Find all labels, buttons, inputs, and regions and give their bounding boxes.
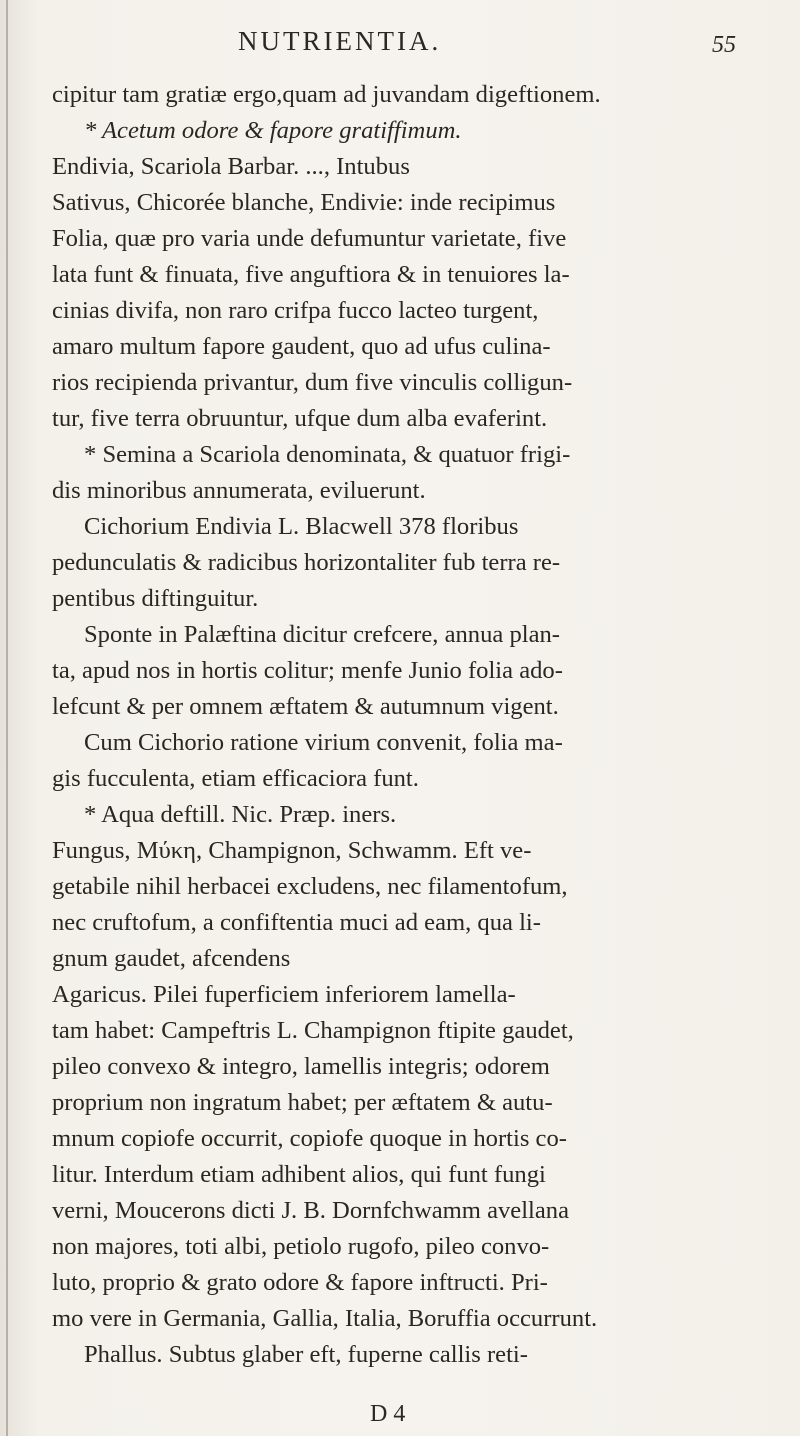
text-line: Phallus. Subtus glaber eft, fuperne callis reti-	[84, 1341, 528, 1368]
text-line: * Semina a Scariola denominata, & quatuor frigi-	[84, 441, 571, 468]
text-line: getabile nihil herbacei excludens, nec filamentofum,	[52, 873, 568, 900]
text-line: tur, five terra obruuntur, ufque dum alba evaferint.	[52, 405, 548, 432]
text-line: pentibus diftinguitur.	[52, 585, 259, 612]
text-line: luto, proprio & grato odore & fapore inftructi. Pri-	[52, 1269, 548, 1296]
text-line: non majores, toti albi, petiolo rugofo, pileo convo-	[52, 1233, 550, 1260]
text-line: Cichorium Endivia L. Blacwell 378 floribus	[84, 513, 519, 540]
text-line: dis minoribus annumerata, eviluerunt.	[52, 477, 426, 504]
text-line: Folia, quæ pro varia unde defumuntur varietate, five	[52, 225, 567, 252]
signature-mark: D 4	[370, 1401, 406, 1427]
text-line: lata funt & finuata, five anguftiora & in tenuiores la-	[52, 261, 570, 288]
text-line: mo vere in Germania, Gallia, Italia, Boruffia occurrunt.	[52, 1305, 598, 1332]
text-line: Sativus, Chicorée blanche, Endivie: inde recipimus	[52, 189, 556, 216]
text-line: gnum gaudet, afcendens	[52, 945, 291, 972]
text-line: ta, apud nos in hortis colitur; menfe Junio folia ado-	[52, 657, 563, 684]
page-edge-line	[6, 0, 8, 1436]
page-number: 55	[712, 32, 736, 58]
text-line: mnum copiofe occurrit, copiofe quoque in hortis co-	[52, 1125, 567, 1152]
text-line: Sponte in Palæftina dicitur crefcere, annua plan-	[84, 621, 560, 648]
text-line: Fungus, Μύκη, Champignon, Schwamm. Eft ve-	[52, 837, 532, 864]
text-line: amaro multum fapore gaudent, quo ad ufus culina-	[52, 333, 551, 360]
text-line: litur. Interdum etiam adhibent alios, qui funt fungi	[52, 1161, 546, 1188]
text-line: * Aqua deftill. Nic. Præp. iners.	[84, 801, 397, 828]
page-header	[0, 26, 800, 66]
text-line: * Acetum odore & fapore gratiffimum.	[84, 117, 462, 144]
text-line: gis fucculenta, etiam efficaciora funt.	[52, 765, 419, 792]
text-line: Endivia, Scariola Barbar. ..., Intubus	[52, 153, 410, 180]
text-line: nec cruftofum, a confiftentia muci ad eam, qua li-	[52, 909, 541, 936]
text-line: cinias divifa, non raro crifpa fucco lacteo turgent,	[52, 297, 539, 324]
text-line: lefcunt & per omnem æftatem & autumnum vigent.	[52, 693, 559, 720]
running-title: NUTRIENTIA.	[238, 26, 442, 56]
text-line: pedunculatis & radicibus horizontaliter fub terra re-	[52, 549, 561, 576]
text-line: Cum Cichorio ratione virium convenit, folia ma-	[84, 729, 563, 756]
text-line: cipitur tam gratiæ ergo,quam ad juvandam digeftionem.	[52, 81, 601, 108]
text-line: rios recipienda privantur, dum five vinculis colligun-	[52, 369, 573, 396]
text-line: pileo convexo & integro, lamellis integris; odorem	[52, 1053, 550, 1080]
text-line: Agaricus. Pilei fuperficiem inferiorem lamella-	[52, 981, 516, 1008]
text-line: proprium non ingratum habet; per æftatem & autu-	[52, 1089, 553, 1116]
text-line: tam habet: Campeftris L. Champignon ftipite gaudet,	[52, 1017, 574, 1044]
text-line: verni, Moucerons dicti J. B. Dornfchwamm avellana	[52, 1197, 570, 1224]
